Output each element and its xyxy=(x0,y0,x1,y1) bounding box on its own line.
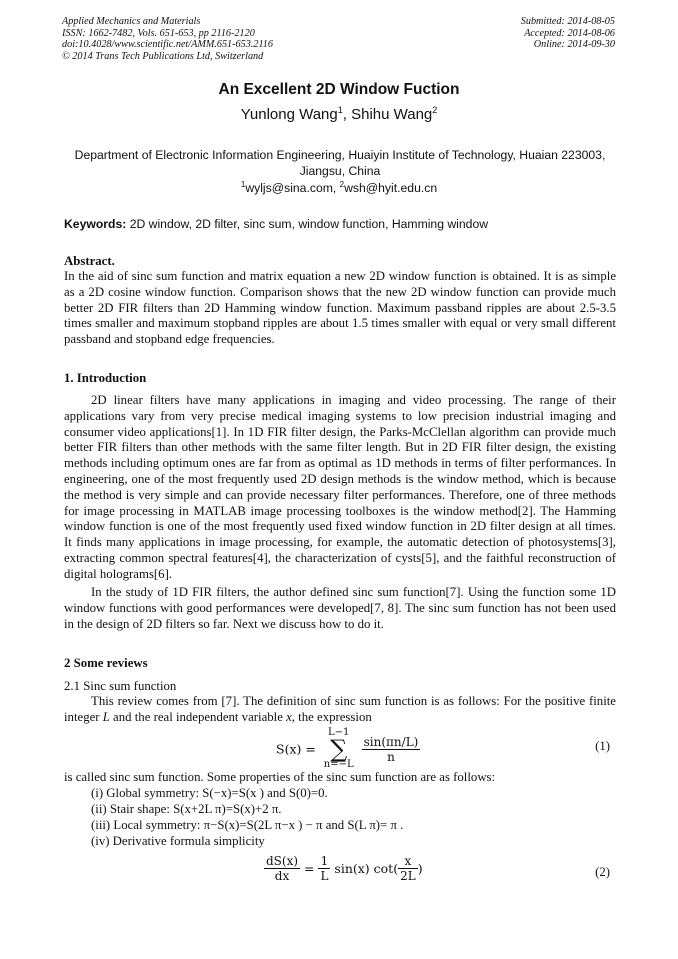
property-stair-shape: (ii) Stair shape: S(x+2L π)=S(x)+2 π. xyxy=(91,802,282,816)
paper-title: An Excellent 2D Window Fuction xyxy=(218,81,460,98)
keywords-text: 2D window, 2D filter, sinc sum, window function, Hamming window xyxy=(126,217,489,231)
eq2-coef-numerator: 1 xyxy=(318,854,330,869)
eq2-derivative xyxy=(264,854,300,883)
author-1-affil-mark: 1 xyxy=(337,105,343,115)
online-date: Online: 2014-09-30 xyxy=(533,39,615,51)
reviews-paragraph xyxy=(64,694,616,726)
property-local-symmetry: (iii) Local symmetry: π−S(x)=S(2L π−x ) − π and S(L π)= π . xyxy=(91,818,404,832)
abstract-heading: Abstract. xyxy=(64,254,115,268)
affiliation: Department of Electronic Information Engineering, Huaiyin Institute of Technology, Huaian 223003, Jiangsu, China xyxy=(74,148,606,178)
email-1: wyljs@sina.com, xyxy=(245,181,340,196)
eq1-fraction xyxy=(362,735,421,764)
email-2-mark: 2 xyxy=(339,180,345,189)
eq1-numerator: sin(πn/L) xyxy=(363,734,419,749)
copyright-line: © 2014 Trans Tech Publications Ltd, Switzerland xyxy=(62,50,264,62)
sum-operator xyxy=(324,728,354,770)
property-derivative: (iv) Derivative formula simplicity xyxy=(91,834,265,848)
author-separator: , xyxy=(342,106,352,123)
email-1-mark: 1 xyxy=(240,180,246,189)
eq2-coefficient xyxy=(318,854,330,883)
eq1-lhs: S(x) = xyxy=(276,741,320,757)
eq1-denominator: n xyxy=(387,749,395,764)
keywords xyxy=(64,217,616,231)
eq2-arg-denominator: 2L xyxy=(400,869,416,883)
eq2-lhs-numerator: dS(x) xyxy=(266,854,299,868)
author-1: Yunlong Wang xyxy=(240,106,338,123)
equation-1-body xyxy=(276,728,420,770)
sum-lower-limit: n=−L xyxy=(323,759,354,770)
abstract-text: In the aid of sinc sum function and matrix equation a new 2D window function is obtained. It is as simple as a 2D cosine window function. Comparison shows that the new 2D window function can provide much better 2D FIR filters than 2D Hamming window function. Maximum passband ripples are about 2.5-3.5 times smaller and maximum stopband ripples are about 1.5 times smaller with equal or very small different passband and stopband edge frequencies. xyxy=(64,269,616,347)
eq2-arg-numerator: x xyxy=(398,854,418,869)
section-heading-reviews: 2 Some reviews xyxy=(64,656,148,670)
accepted-date: Accepted: 2014-08-06 xyxy=(524,27,615,39)
equation-2 xyxy=(64,854,616,894)
issn-line: ISSN: 1662-7482, Vols. 651-653, pp 2116-2120 xyxy=(62,27,255,39)
keywords-label: Keywords: xyxy=(64,217,127,231)
eq2-cot-arg xyxy=(398,854,418,883)
equation-2-number: (2) xyxy=(595,865,610,879)
reviews-text-c: , the expression xyxy=(291,709,372,724)
publication-dates xyxy=(521,16,615,51)
author-list xyxy=(0,105,678,123)
author-2-affil-mark: 2 xyxy=(432,105,438,115)
doi-line: doi:10.4028/www.scientific.net/AMM.651-653.2116 xyxy=(62,39,273,51)
intro-paragraph-2: In the study of 1D FIR filters, the author defined sinc sum function[7]. Using the function some 1D window functions with good performances were developed[7, 8]. The sinc sum function has not been used in the design of 2D filters so far. Next we discuss how to do it. xyxy=(64,585,616,631)
section-heading-introduction: 1. Introduction xyxy=(64,371,147,385)
sum-upper-limit: L−1 xyxy=(328,727,350,738)
journal-info xyxy=(62,16,273,62)
var-x: x xyxy=(286,709,292,724)
property-global-symmetry: (i) Global symmetry: S(−x)=S(x ) and S(0)=0. xyxy=(91,786,328,800)
author-emails xyxy=(0,180,678,195)
eq2-close-paren: ) xyxy=(417,861,423,876)
email-2: wsh@hyit.edu.cn xyxy=(344,181,438,196)
equation-2-body xyxy=(264,854,423,883)
var-L: L xyxy=(102,709,110,724)
author-2: Shihu Wang xyxy=(351,106,433,123)
eq2-equals: = xyxy=(300,861,319,876)
submitted-date: Submitted: 2014-08-05 xyxy=(520,16,615,27)
subsection-heading-sinc-sum: 2.1 Sinc sum function xyxy=(64,679,177,693)
journal-name: Applied Mechanics and Materials xyxy=(62,16,201,27)
sigma-symbol: ∑ xyxy=(330,735,348,763)
reviews-text-b: and the real independent variable xyxy=(109,709,287,724)
reviews-text-a: This review comes from [7]. The definition of sinc sum function is as follows: For the positive finite integer xyxy=(64,694,616,724)
eq2-trig: sin(x) cot( xyxy=(330,861,399,876)
eq2-coef-denominator: L xyxy=(320,869,329,883)
sinc-sum-properties-intro: is called sinc sum function. Some properties of the sinc sum function are as follows: xyxy=(64,770,496,784)
equation-1 xyxy=(64,728,616,768)
intro-paragraph-1: 2D linear filters have many applications in imaging and video processing. The range of their applications vary from very precise medical imaging systems to low precision industrial imaging and consumer video applications[1]. In 1D FIR filter design, the Parks-McClellan algorithm can provide much better FIR filters than other methods with the same filter length. But in 2D FIR filter design, the existing methods including optimum ones are far from as optimal as 1D methods in terms of filter performances. In engineering, one of the most frequently used 2D design methods is the window method, which is because the method is very simple and can provide necessary filter performances. Therefore, one of three methods for image processing in MATLAB image processing toolboxes is the window method[2]. The Hamming window function is one of the most frequently used fixed window function in 2D filter design at all times. It finds many applications in image processing, for example, the automatic detection of photosystems[3], extracting common spectral features[4], the characterization of cysts[5], and the faithful reconstruction of digital holograms[6]. xyxy=(64,393,616,581)
equation-1-number: (1) xyxy=(595,739,610,753)
eq2-lhs-denominator: dx xyxy=(274,869,290,883)
